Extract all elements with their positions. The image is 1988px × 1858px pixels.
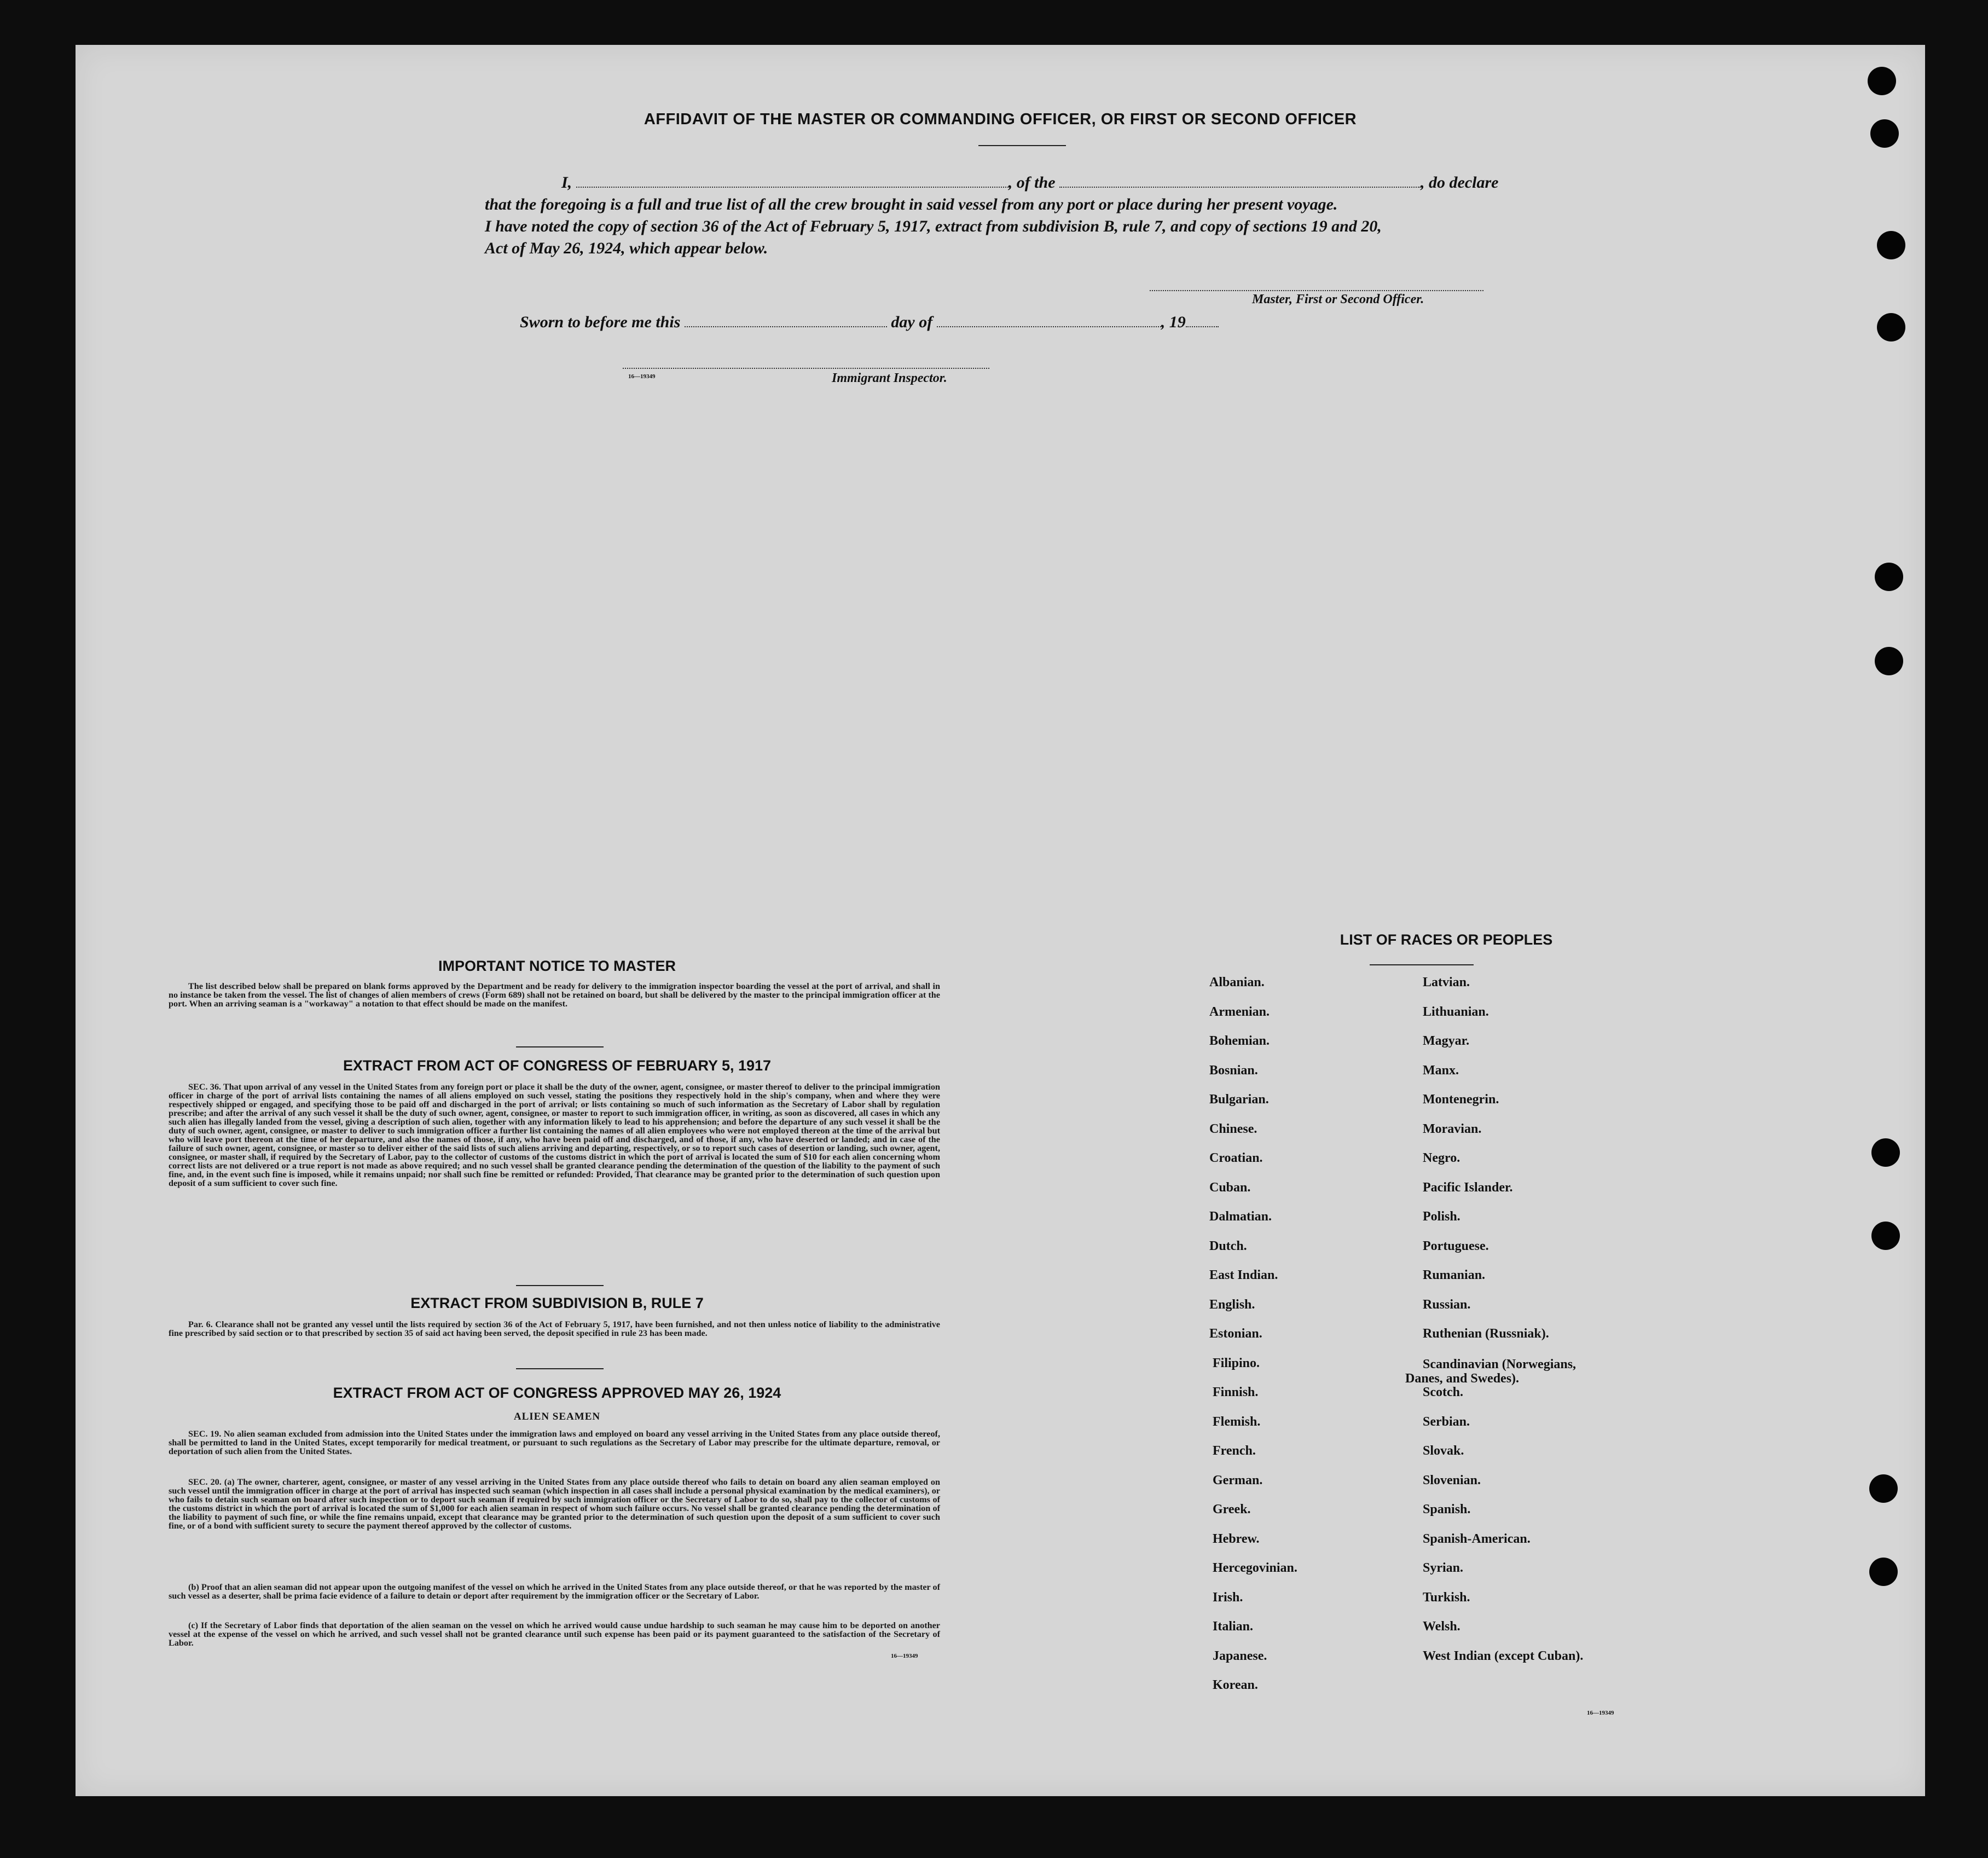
declarant-prefix: I, bbox=[561, 173, 572, 192]
punch-hole bbox=[1871, 1222, 1900, 1250]
race-item: Latvian. bbox=[1423, 975, 1470, 989]
notice-body: The list described below shall be prepared on blank forms approved by the Department and be ready for delivery to the immigration inspector boarding the vessel at the port of arrival, and shall in no instance be taken from the vessel. The list of changes of alien members of crews (Form 689) shall not be retained on board, but shall be delivered by the master to the principal immigration officer at the port. When an arriving seaman is a "workaway" a notation to that effect should be made on the manifest. bbox=[169, 981, 940, 1009]
vessel-prefix: , of the bbox=[1008, 173, 1056, 192]
rule7-text bbox=[169, 1320, 940, 1338]
declare-suffix: , do declare bbox=[1421, 173, 1499, 192]
punch-hole bbox=[1871, 1138, 1900, 1167]
punch-hole bbox=[1870, 119, 1899, 148]
races-divider bbox=[1370, 964, 1474, 965]
race-item: Flemish. bbox=[1213, 1414, 1261, 1429]
race-item: Slovak. bbox=[1423, 1444, 1464, 1458]
race-item: Slovenian. bbox=[1423, 1473, 1481, 1487]
race-item: Bohemian. bbox=[1209, 1034, 1270, 1048]
race-item: French. bbox=[1213, 1444, 1256, 1458]
race-item: Spanish-American. bbox=[1423, 1531, 1531, 1546]
race-item: Scotch. bbox=[1423, 1385, 1463, 1399]
sworn-month-blank[interactable] bbox=[937, 326, 1161, 327]
sec20a-body: SEC. 20. (a) The owner, charterer, agent, consignee, or master of any vessel arriving in the United States from any place outside thereof who fails to detain on board any alien seaman employed on such vessel until the immigration officer in charge at the port of arrival has inspected such seaman (which inspection in all cases shall include a personal physical examination by the medical examiners), or who fails to detain such seaman on board after such inspection or to deport such seaman if required by such immigration officer or the Secretary of Labor to do so, shall pay to the collector of customs of the customs district in which the port of arrival is located the sum of $1,000 for each alien seaman in respect of whom such failure occurs. No vessel shall be granted clearance pending the determination of the liability to payment of such fine, or while the fine remains unpaid, except that clearance may be granted prior to the determination of such question upon the deposit of a sum sufficient to cover such fine, or of a bond with sufficient surety to secure the payment thereof approved by the collector of customs. bbox=[169, 1477, 940, 1531]
race-item: Moravian. bbox=[1423, 1121, 1482, 1136]
extract-1917-body: SEC. 36. That upon arrival of any vessel in the United States from any foreign port or place it shall be the duty of the owner, agent, consignee, or master thereof to deliver to the principal immigration officer in charge of the port of arrival lists containing the names of all aliens employed on such vessel, stating the positions they respectively hold in the ship's company, when and where they were respectively shipped or engaged, and specifying those to be paid off and discharged in the port of arrival; or lists containing so much of such information as the Secretary of Labor shall by regulation prescribe; and after the arrival of any such vessel it shall be the duty of such owner, agent, consignee, or master to report to such immigration officer, in writing, as soon as discovered, all cases in which any such alien has illegally landed from the vessel, giving a description of such alien, together with any information likely to lead to his apprehension; and before the departure of any such vessel it shall be the duty of such owner, agent, consignee, or master to deliver to such immigration officer a further list containing the names of all alien employees who were not employed thereon at the time of the arrival but who will leave port thereon at the time of her departure, and also the names of those, if any, who have been paid off and discharged, and of those, if any, who have deserted or landed; and in case of the failure of such owner, agent, consignee, or master so to deliver either of the said lists of such aliens arriving and departing, respectively, or so to report such cases of desertion or landing, such owner, agent, consignee, or master shall, if required by the Secretary of Labor, pay to the collector of customs of the customs district in which the port of arrival is located the sum of $10 for each alien concerning whom correct lists are not delivered or a true report is not made as above required; and no such vessel shall be granted clearance pending the determination of the question of the liability to the payment of such fine, and, in the event such fine is imposed, while it remains unpaid; nor shall such fine be remitted or refunded: Provided, That clearance may be granted prior to the determination of such question upon deposit of a sum sufficient to cover such fine. bbox=[169, 1082, 940, 1188]
race-item: Scandinavian (Norwegians, bbox=[1423, 1357, 1577, 1371]
sec19-text bbox=[169, 1429, 940, 1456]
race-item: Polish. bbox=[1423, 1209, 1460, 1224]
rule7-divider bbox=[516, 1368, 604, 1369]
master-signature-line[interactable] bbox=[1150, 290, 1483, 291]
sec20a-text bbox=[169, 1478, 940, 1530]
race-item: Rumanian. bbox=[1423, 1268, 1486, 1282]
notice-title: IMPORTANT NOTICE TO MASTER bbox=[438, 958, 676, 974]
sworn-year-blank[interactable] bbox=[1186, 326, 1219, 327]
inspector-label: Immigrant Inspector. bbox=[832, 371, 947, 385]
race-item: Welsh. bbox=[1423, 1619, 1460, 1634]
extract-1917-text bbox=[169, 1083, 940, 1188]
sec20c-text bbox=[169, 1621, 940, 1647]
race-item: Korean. bbox=[1213, 1678, 1258, 1692]
race-item: Danes, and Swedes). bbox=[1405, 1371, 1520, 1386]
punch-hole bbox=[1868, 67, 1896, 95]
race-item: Portuguese. bbox=[1423, 1238, 1489, 1253]
punch-hole bbox=[1875, 563, 1903, 591]
race-item: Filipino. bbox=[1213, 1356, 1260, 1370]
punch-hole bbox=[1877, 231, 1905, 259]
race-item: Bulgarian. bbox=[1209, 1092, 1269, 1107]
race-item: Dutch. bbox=[1209, 1238, 1247, 1253]
declaration-line-3: I have noted the copy of section 36 of the Act of February 5, 1917, extract from subdivision B, rule 7, and copy of sections 19 and 20, bbox=[485, 217, 1382, 235]
race-item: Syrian. bbox=[1423, 1561, 1464, 1575]
affidavit-title: AFFIDAVIT OF THE MASTER OR COMMANDING OFFICER, OR FIRST OR SECOND OFFICER bbox=[644, 111, 1357, 128]
sec20b-body: (b) Proof that an alien seaman did not appear upon the outgoing manifest of the vessel on which he arrived in the United States from any place outside thereof, or that he was reported by the master of such vessel as a deserter, shall be prima facie evidence of a failure to detain or deport after requirement by the immigration officer or the Secretary of Labor. bbox=[169, 1582, 940, 1601]
race-item: Turkish. bbox=[1423, 1590, 1470, 1605]
vessel-name-blank[interactable] bbox=[1059, 187, 1421, 188]
punch-hole bbox=[1877, 313, 1905, 341]
race-item: Finnish. bbox=[1213, 1385, 1259, 1399]
races-form-number: 16—19349 bbox=[1587, 1710, 1614, 1716]
race-item: Montenegrin. bbox=[1423, 1092, 1499, 1107]
extract-form-number: 16—19349 bbox=[891, 1653, 918, 1659]
sec20b-text bbox=[169, 1583, 940, 1600]
race-item: Chinese. bbox=[1209, 1121, 1257, 1136]
extract-1917-divider bbox=[516, 1285, 604, 1286]
race-item: Serbian. bbox=[1423, 1414, 1470, 1429]
race-item: Lithuanian. bbox=[1423, 1004, 1489, 1019]
race-item: Greek. bbox=[1213, 1502, 1251, 1517]
document-page bbox=[76, 45, 1925, 1796]
sworn-year-prefix: , 19 bbox=[1161, 313, 1186, 331]
affidavit-form-number: 16—19349 bbox=[628, 373, 656, 380]
race-item: Croatian. bbox=[1209, 1151, 1263, 1165]
rule7-body: Par. 6. Clearance shall not be granted any vessel until the lists required by section 36 of the Act of February 5, 1917, have been furnished, and not then unless notice of liability to the administrative fine prescribed by said section or to that prescribed by section 35 of said act having been served, the deposit specified in rule 23 has been made. bbox=[169, 1319, 940, 1338]
race-item: Ruthenian (Russniak). bbox=[1423, 1327, 1549, 1341]
declaration-line-4: Act of May 26, 1924, which appear below. bbox=[485, 239, 768, 257]
sworn-prefix: Sworn to before me this bbox=[520, 313, 681, 331]
extract-1917-title: EXTRACT FROM ACT OF CONGRESS OF FEBRUARY 5, 1917 bbox=[343, 1057, 772, 1074]
race-item: German. bbox=[1213, 1473, 1263, 1487]
race-item: Russian. bbox=[1423, 1297, 1471, 1312]
alien-seamen-subtitle: ALIEN SEAMEN bbox=[513, 1411, 601, 1422]
punch-hole bbox=[1869, 1474, 1898, 1503]
notice-text bbox=[169, 982, 940, 1008]
rule7-title: EXTRACT FROM SUBDIVISION B, RULE 7 bbox=[410, 1295, 704, 1311]
race-item: Japanese. bbox=[1213, 1648, 1267, 1663]
sec20c-body: (c) If the Secretary of Labor finds that deportation of the alien seaman on the vessel on which he arrived would cause undue hardship to such seaman he may cause him to be deported on another vessel at the expense of the vessel on which he arrived, and such vessel shall not be granted clearance until such expense has been paid or its payment guaranteed to the satisfaction of the Secretary of Labor. bbox=[169, 1620, 940, 1648]
race-item: Dalmatian. bbox=[1209, 1209, 1272, 1224]
race-item: English. bbox=[1209, 1297, 1255, 1312]
race-item: Hercegovinian. bbox=[1213, 1561, 1297, 1575]
race-item: Albanian. bbox=[1209, 975, 1265, 989]
sec19-body: SEC. 19. No alien seaman excluded from admission into the United States under the immigration laws and employed on board any vessel arriving in the United States from any place outside thereof, shall be permitted to land in the United States, except temporarily for medical treatment, or pursuant to such regulations as the Secretary of Labor may prescribe for the ultimate departure, removal, or deportation of such alien from the United States. bbox=[169, 1429, 940, 1456]
punch-hole bbox=[1875, 647, 1903, 675]
race-item: Negro. bbox=[1423, 1151, 1460, 1165]
race-item: Pacific Islander. bbox=[1423, 1180, 1513, 1195]
race-item: Armenian. bbox=[1209, 1004, 1270, 1019]
race-item: Cuban. bbox=[1209, 1180, 1251, 1195]
race-item: Italian. bbox=[1213, 1619, 1254, 1634]
race-item: East Indian. bbox=[1209, 1268, 1278, 1282]
race-item: Hebrew. bbox=[1213, 1531, 1260, 1546]
race-item: Spanish. bbox=[1423, 1502, 1471, 1517]
race-item: Magyar. bbox=[1423, 1034, 1470, 1048]
title-divider bbox=[978, 145, 1066, 146]
races-title: LIST OF RACES OR PEOPLES bbox=[1340, 931, 1553, 948]
declaration-line-2: that the foregoing is a full and true list of all the crew brought in said vessel from any port or place during her present voyage. bbox=[485, 195, 1338, 213]
race-item: West Indian (except Cuban). bbox=[1423, 1648, 1584, 1663]
notices-column bbox=[169, 45, 946, 1741]
extract-1924-title: EXTRACT FROM ACT OF CONGRESS APPROVED MAY 26, 1924 bbox=[333, 1385, 781, 1401]
race-item: Bosnian. bbox=[1209, 1063, 1258, 1078]
race-item: Estonian. bbox=[1209, 1327, 1262, 1341]
notice-divider bbox=[516, 1046, 604, 1047]
master-signature-label: Master, First or Second Officer. bbox=[1252, 292, 1424, 306]
punch-hole bbox=[1869, 1558, 1898, 1586]
race-item: Irish. bbox=[1213, 1590, 1243, 1605]
race-item: Manx. bbox=[1423, 1063, 1459, 1078]
sworn-day-of: day of bbox=[891, 313, 933, 331]
